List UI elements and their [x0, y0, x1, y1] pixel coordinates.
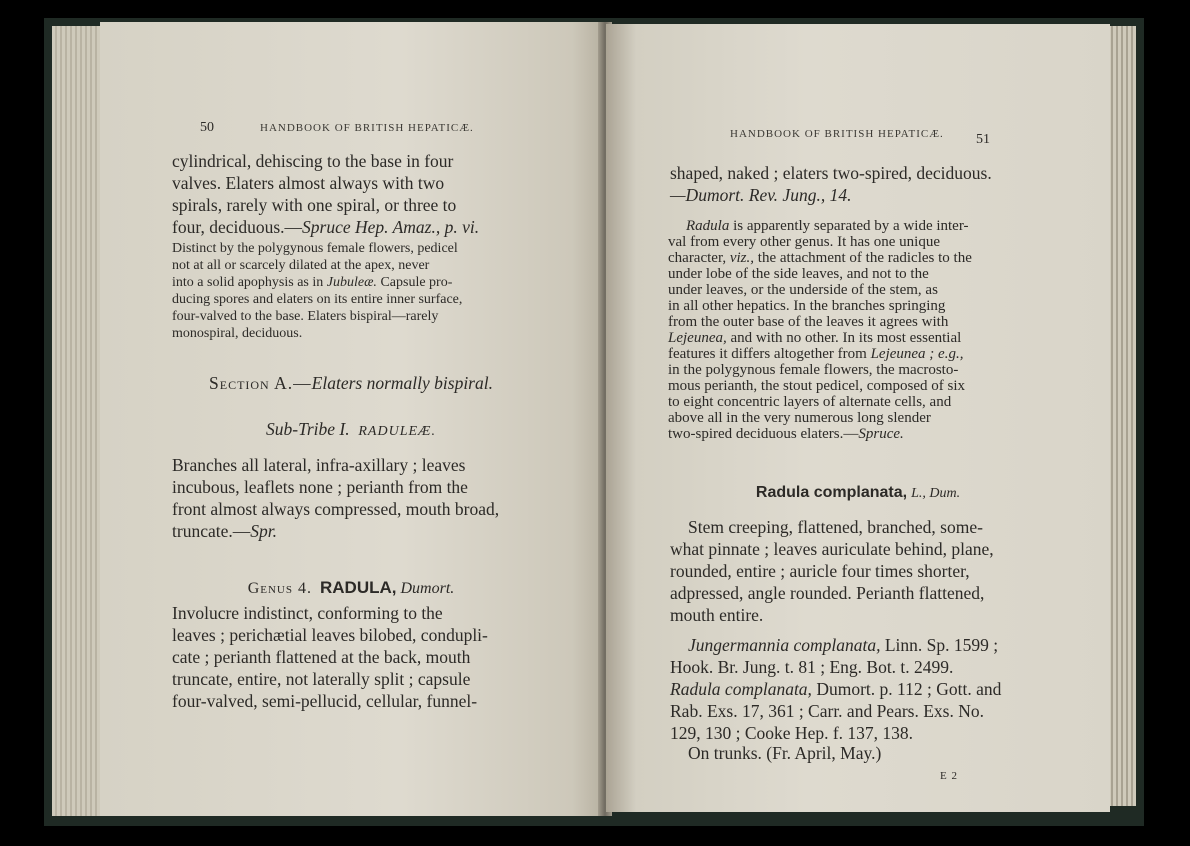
text-line: under lobe of the side leaves, and not to the [668, 266, 929, 282]
text-line: mouth entire. [670, 605, 764, 625]
text-line: not at all or scarcely dilated at the apex, never [172, 258, 430, 273]
text-line: two-spired deciduous elaters.—Spruce. [668, 426, 904, 442]
text-line: monospiral, deciduous. [172, 326, 303, 341]
species-description [670, 516, 1054, 626]
right-running-header: HANDBOOK OF BRITISH HEPATICÆ. [730, 128, 944, 140]
synonymy-paragraph [670, 634, 1054, 744]
left-running-header: HANDBOOK OF BRITISH HEPATICÆ. [260, 122, 474, 134]
text-line: Rab. Exs. 17, 361 ; Carr. and Pears. Exs. No. [670, 701, 984, 721]
text-line: Hook. Br. Jung. t. 81 ; Eng. Bot. t. 2499. [670, 657, 954, 677]
text-line: shaped, naked ; elaters two-spired, deciduous. [670, 163, 992, 183]
genus-description [172, 602, 544, 712]
page-edges-right [1108, 26, 1136, 806]
right-page [606, 24, 1110, 812]
text-line: 129, 130 ; Cooke Hep. f. 137, 138. [670, 723, 914, 743]
signature-mark: E 2 [940, 770, 958, 782]
page-edges-left [52, 26, 102, 816]
section-heading: Section A.—Elaters normally bispiral. [209, 373, 493, 393]
text-line: truncate.—Spr. [172, 521, 277, 541]
text-line: Distinct by the polygynous female flowers, pedicel [172, 241, 458, 256]
left-note-paragraph [172, 240, 544, 342]
text-line: valves. Elaters almost always with two [172, 173, 445, 193]
text-line: leaves ; perichætial leaves bilobed, condupli- [172, 625, 488, 645]
text-line: from the outer base of the leaves it agrees with [668, 314, 949, 330]
subtribe-description [172, 454, 544, 542]
text-line: rounded, entire ; auricle four times shorter, [670, 561, 970, 581]
text-line: into a solid apophysis as in Jubuleæ. Capsule pro- [172, 275, 453, 290]
genus-heading: Genus 4. RADULA, Dumort. [247, 578, 455, 597]
text-line: truncate, entire, not laterally split ; capsule [172, 669, 471, 689]
text-line: in the polygynous female flowers, the macrosto- [668, 362, 959, 378]
species-heading: Radula complanata, L., Dum. [755, 484, 961, 501]
text-line: Jungermannia complanata, Linn. Sp. 1599 ; [688, 635, 999, 655]
citation: Spruce Hep. Amaz., p. vi. [302, 217, 480, 237]
text-line: to eight concentric layers of alternate cells, and [668, 394, 952, 410]
text-line: in all other hepatics. In the branches springing [668, 298, 946, 314]
text-line: what pinnate ; leaves auriculate behind, plane, [670, 539, 994, 559]
text-line: four-valved, semi-pellucid, cellular, funnel- [172, 691, 478, 711]
text-line: Branches all lateral, infra-axillary ; leaves [172, 455, 466, 475]
text-line: Radula complanata, Dumort. p. 112 ; Gott. and [670, 679, 1002, 699]
text-line: —Dumort. Rev. Jung., 14. [670, 185, 852, 205]
text-line: character, viz., the attachment of the radicles to the [668, 250, 972, 266]
text-line: features it differs altogether from Lejeunea ; e.g., [668, 346, 964, 362]
text-line: under leaves, or the underside of the stem, as [668, 282, 938, 298]
subtribe-heading: Sub-Tribe I. RADULEÆ. [266, 419, 436, 439]
text-line: four-valved to the base. Elaters bispiral—rarely [172, 309, 439, 324]
text-line: Lejeunea, and with no other. In its most essential [668, 330, 962, 346]
right-note-paragraph [668, 218, 1052, 442]
text-line: cylindrical, dehiscing to the base in four [172, 151, 454, 171]
text-line: above all in the very numerous long slender [668, 410, 931, 426]
right-continuation [670, 162, 1050, 206]
text-line: four, deciduous.—Spruce Hep. Amaz., p. vi. [172, 217, 480, 237]
habitat-line: On trunks. (Fr. April, May.) [688, 743, 882, 763]
right-page-number: 51 [976, 132, 990, 147]
text-line: val from every other genus. It has one unique [668, 234, 940, 250]
left-page-number: 50 [200, 120, 214, 135]
left-intro-paragraph [172, 150, 544, 238]
text-line: mous perianth, the stout pedicel, composed of six [668, 378, 966, 394]
text-line: Stem creeping, flattened, branched, some- [688, 517, 983, 537]
text-line: cate ; perianth flattened at the back, mouth [172, 647, 471, 667]
text-line: Radula is apparently separated by a wide inter- [686, 218, 969, 234]
text-line: adpressed, angle rounded. Perianth flattened, [670, 583, 985, 603]
text-line: ducing spores and elaters on its entire inner surface, [172, 292, 463, 307]
left-page [100, 22, 602, 816]
text-line: front almost always compressed, mouth broad, [172, 499, 500, 519]
text-line: Involucre indistinct, conforming to the [172, 603, 443, 623]
text-line: incubous, leaflets none ; perianth from the [172, 477, 468, 497]
text-line: spirals, rarely with one spiral, or three to [172, 195, 457, 215]
